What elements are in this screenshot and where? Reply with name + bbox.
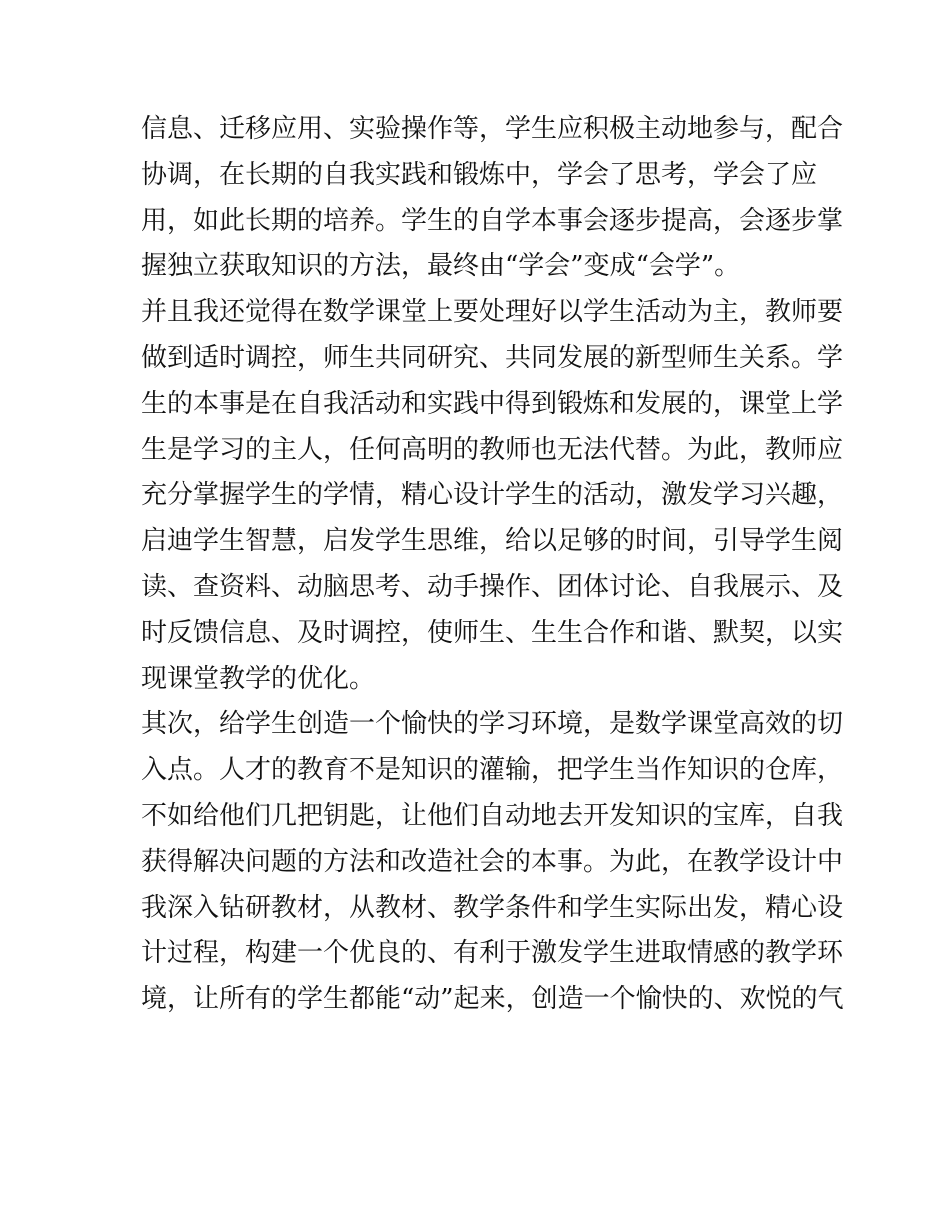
text-line: 读、查资料、动脑思考、动手操作、团体讨论、自我展示、及 xyxy=(141,571,844,602)
text-line: 并且我还觉得在数学课堂上要处理好以学生活动为主，教师要 xyxy=(141,297,844,328)
text-line: 计过程，构建一个优良的、有利于激发学生进取情感的教学环 xyxy=(141,938,844,969)
text-line: 生的本事是在自我活动和实践中得到锻炼和发展的，课堂上学 xyxy=(141,388,844,419)
text-line: 时反馈信息、及时调控，使师生、生生合作和谐、默契，以实 xyxy=(141,617,844,648)
text-line: 用，如此长期的培养。学生的自学本事会逐步提高，会逐步掌 xyxy=(141,205,844,236)
text-line: 我深入钻研教材，从教材、教学条件和学生实际出发，精心设 xyxy=(141,892,844,923)
text-line: 信息、迁移应用、实验操作等，学生应积极主动地参与，配合 xyxy=(141,114,844,144)
text-line: 启迪学生智慧，启发学生思维，给以足够的时间，引导学生阅 xyxy=(141,526,844,557)
body-text xyxy=(141,107,844,1023)
text-line: 协调，在长期的自我实践和锻炼中，学会了思考，学会了应 xyxy=(141,159,818,190)
text-line: 其次，给学生创造一个愉快的学习环境，是数学课堂高效的切 xyxy=(141,709,844,740)
text-line: 境，让所有的学生都能“动”起来，创造一个愉快的、欢悦的气 xyxy=(141,984,844,1015)
text-line: 生是学习的主人，任何高明的教师也无法代替。为此，教师应 xyxy=(141,434,844,465)
text-line: 握独立获取知识的方法，最终由“学会”变成“会学”。 xyxy=(141,251,741,282)
text-line: 获得解决问题的方法和改造社会的本事。为此，在教学设计中 xyxy=(141,846,844,877)
text-line: 充分掌握学生的学情，精心设计学生的活动，激发学习兴趣， xyxy=(141,480,844,511)
text-line: 做到适时调控，师生共同研究、共同发展的新型师生关系。学 xyxy=(141,342,844,373)
text-line: 不如给他们几把钥匙，让他们自动地去开发知识的宝库，自我 xyxy=(141,800,844,831)
text-line: 现课堂教学的优化。 xyxy=(141,663,376,694)
text-line: 入点。人才的教育不是知识的灌输，把学生当作知识的仓库， xyxy=(141,755,844,786)
